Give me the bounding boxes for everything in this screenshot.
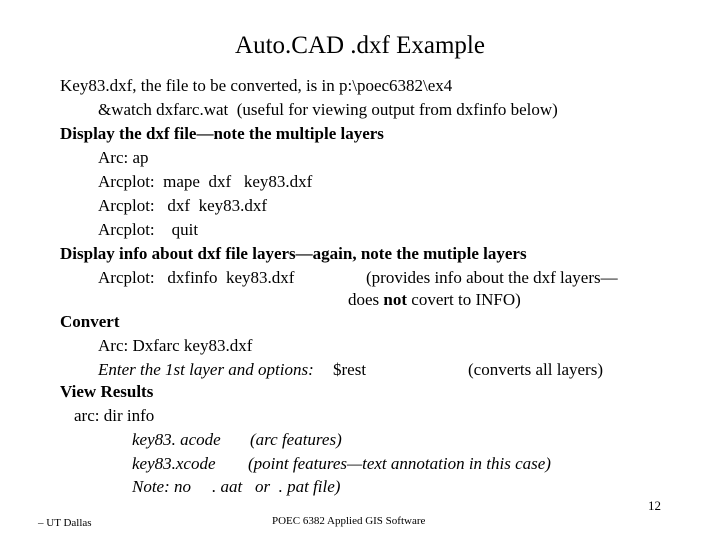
heading-convert: Convert	[60, 312, 120, 331]
text-line-note-no: Note: no	[132, 477, 192, 496]
heading-display-dxf: Display the dxf file—note the multiple layers	[60, 124, 384, 143]
text-does: does	[348, 290, 384, 309]
text-line-aat-pat: . aat or . pat file)	[212, 477, 341, 496]
text-line-watch: &watch dxfarc.wat (useful for viewing output from dxfinfo below)	[98, 100, 558, 119]
text-line-xcode: key83.xcode	[132, 454, 216, 473]
slide-title: Auto.CAD .dxf Example	[235, 32, 485, 59]
text-line-dir-info: arc: dir info	[74, 406, 155, 425]
text-line-arc-features: (arc features)	[250, 430, 342, 449]
text-line-provides-info: (provides info about the dxf layers—	[366, 268, 618, 287]
text-line-key83: Key83.dxf, the file to be converted, is in p:\poec6382\ex4	[60, 76, 453, 95]
text-line-acode: key83. acode	[132, 430, 221, 449]
page-number: 12	[648, 498, 661, 513]
text-line-dxfinfo: Arcplot: dxfinfo key83.dxf	[98, 268, 295, 287]
text-line-point-features: (point features—text annotation in this case)	[248, 454, 551, 473]
text-not-bold: not	[383, 290, 408, 309]
text-line-not-covert	[348, 290, 521, 310]
text-line-dxfarc: Arc: Dxfarc key83.dxf	[98, 336, 253, 355]
text-line-rest: $rest	[333, 360, 367, 379]
heading-view-results: View Results	[60, 382, 154, 401]
text-line-enter-layer: Enter the 1st layer and options:	[98, 360, 314, 379]
footer-center: POEC 6382 Applied GIS Software	[272, 515, 426, 527]
heading-display-info: Display info about dxf file layers—again, note the mutiple layers	[60, 244, 527, 263]
text-line-converts-all: (converts all layers)	[468, 360, 603, 379]
text-covert-info: covert to INFO)	[407, 290, 521, 309]
footer-left: – UT Dallas	[38, 517, 92, 529]
text-line-arcplot-quit: Arcplot: quit	[98, 220, 199, 239]
text-line-arc-ap: Arc: ap	[98, 148, 149, 167]
text-line-arcplot-dxf: Arcplot: dxf key83.dxf	[98, 196, 268, 215]
text-line-arcplot-mape: Arcplot: mape dxf key83.dxf	[98, 172, 313, 191]
